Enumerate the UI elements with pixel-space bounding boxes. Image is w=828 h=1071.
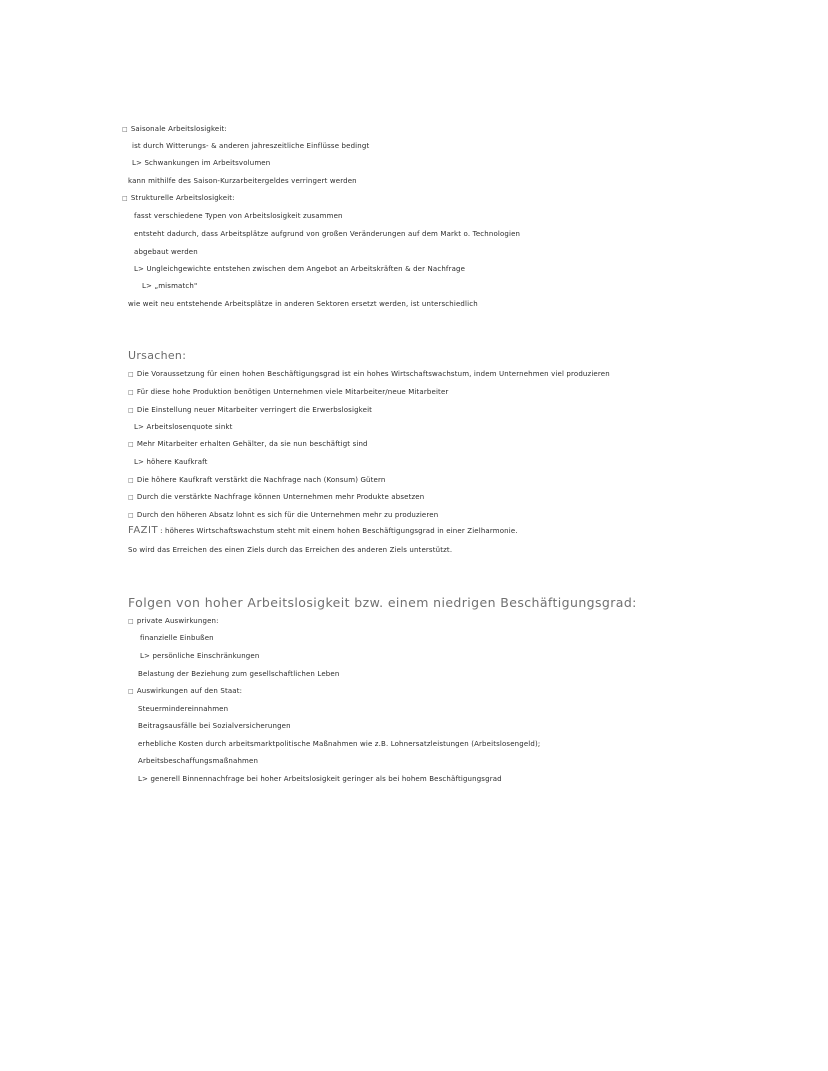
note-line: L> generell Binnennachfrage bei hoher Arbeitslosigkeit geringer als bei hohem Beschäftigungsgrad bbox=[138, 775, 502, 783]
strukturell-heading: □ Strukturelle Arbeitslosigkeit: bbox=[122, 193, 235, 204]
note-line: So wird das Erreichen des einen Ziels durch das Erreichen des anderen Ziels unterstützt. bbox=[128, 546, 453, 554]
note-line: □ Mehr Mitarbeiter erhalten Gehälter, da sie nun beschäftigt sind bbox=[128, 439, 368, 450]
note-line: kann mithilfe des Saison-Kurzarbeitergeldes verringert werden bbox=[128, 177, 357, 185]
note-line: □ Die Voraussetzung für einen hohen Beschäftigungsgrad ist ein hohes Wirtschaftswachstum, indem Unternehmen viel produzieren bbox=[128, 369, 610, 380]
note-line: L> Schwankungen im Arbeitsvolumen bbox=[132, 159, 271, 167]
note-line: finanzielle Einbußen bbox=[140, 634, 214, 642]
note-line: L> persönliche Einschränkungen bbox=[140, 652, 260, 660]
note-line: □ Die Einstellung neuer Mitarbeiter verringert die Erwerbslosigkeit bbox=[128, 405, 372, 416]
note-line: erhebliche Kosten durch arbeitsmarktpolitische Maßnahmen wie z.B. Lohnersatzleistungen (Arbeitslosengeld); bbox=[138, 740, 541, 748]
note-line: Arbeitsbeschaffungsmaßnahmen bbox=[138, 757, 259, 765]
fazit-text: : höheres Wirtschaftswachstum steht mit einem hohen Beschäftigungsgrad in einer Zielharmonie. bbox=[160, 527, 518, 535]
folgen-heading: Folgen von hoher Arbeitslosigkeit bzw. einem niedrigen Beschäftigungsgrad: bbox=[128, 595, 637, 610]
note-line: wie weit neu entstehende Arbeitsplätze in anderen Sektoren ersetzt werden, ist unterschiedlich bbox=[128, 300, 478, 308]
fazit-label: FAZIT bbox=[128, 525, 159, 536]
note-line: ist durch Witterungs- & anderen jahreszeitliche Einflüsse bedingt bbox=[132, 142, 370, 150]
note-line: □ Auswirkungen auf den Staat: bbox=[128, 686, 242, 697]
note-line: L> „mismatch" bbox=[142, 282, 198, 290]
note-line: □ Für diese hohe Produktion benötigen Unternehmen viele Mitarbeiter/neue Mitarbeiter bbox=[128, 387, 448, 398]
fazit-line bbox=[128, 526, 518, 536]
note-line: Steuermindereinnahmen bbox=[138, 705, 229, 713]
note-line: Beitragsausfälle bei Sozialversicherungen bbox=[138, 722, 291, 730]
note-line: □ Durch die verstärkte Nachfrage können Unternehmen mehr Produkte absetzen bbox=[128, 492, 424, 503]
note-line: abgebaut werden bbox=[134, 248, 198, 256]
ursachen-heading: Ursachen: bbox=[128, 349, 187, 362]
note-line: L> höhere Kaufkraft bbox=[134, 458, 208, 466]
saisonal-heading: □ Saisonale Arbeitslosigkeit: bbox=[122, 124, 227, 135]
note-line: □ Durch den höheren Absatz lohnt es sich für die Unternehmen mehr zu produzieren bbox=[128, 510, 438, 521]
note-line: entsteht dadurch, dass Arbeitsplätze aufgrund von großen Veränderungen auf dem Markt o. Technologien bbox=[134, 230, 521, 238]
note-line: Belastung der Beziehung zum gesellschaftlichen Leben bbox=[138, 670, 340, 678]
note-line: L> Ungleichgewichte entstehen zwischen dem Angebot an Arbeitskräften & der Nachfrage bbox=[134, 265, 466, 273]
note-line: fasst verschiedene Typen von Arbeitslosigkeit zusammen bbox=[134, 212, 343, 220]
note-line: □ Die höhere Kaufkraft verstärkt die Nachfrage nach (Konsum) Gütern bbox=[128, 475, 386, 486]
note-line: □ private Auswirkungen: bbox=[128, 616, 219, 627]
note-line: L> Arbeitslosenquote sinkt bbox=[134, 423, 233, 431]
